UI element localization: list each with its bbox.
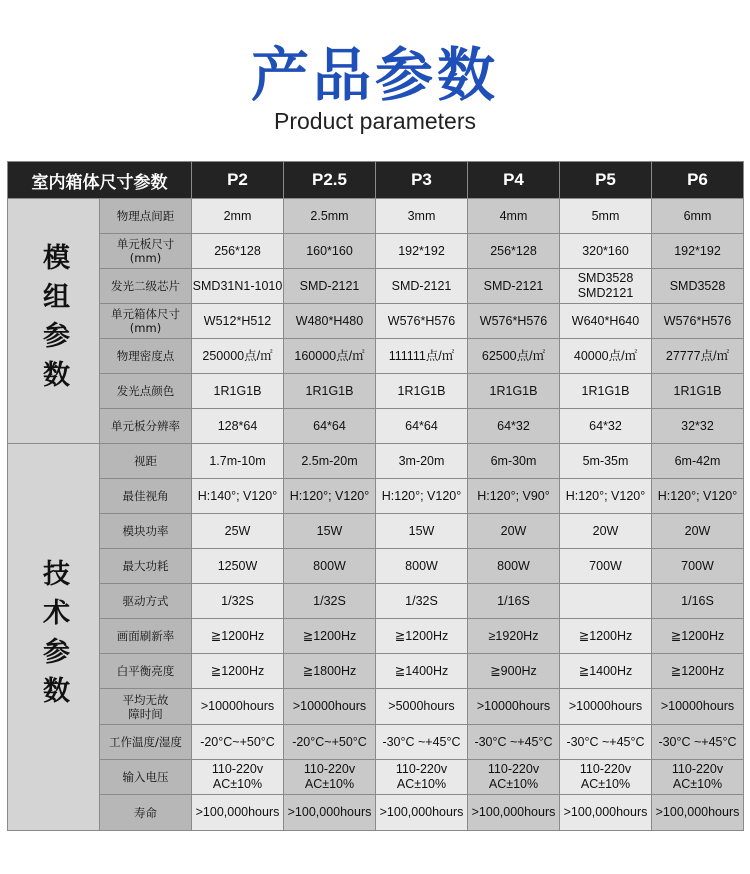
table-cell: 1/32S <box>376 584 468 619</box>
table-cell: ≧1200Hz <box>192 654 284 689</box>
table-cell: 64*32 <box>468 409 560 444</box>
table-cell: W576*H576 <box>376 304 468 339</box>
table-cell: 800W <box>284 549 376 584</box>
row-label: 视距 <box>100 444 192 479</box>
table-cell: >100,000hours <box>284 795 376 831</box>
table-cell: SMD31N1-1010 <box>192 269 284 304</box>
table-cell: >10000hours <box>192 689 284 725</box>
table-cell: 700W <box>560 549 652 584</box>
table-cell: 2mm <box>192 199 284 234</box>
table-cell: >100,000hours <box>376 795 468 831</box>
table-cell: >10000hours <box>284 689 376 725</box>
table-cell: H:120°; V120° <box>652 479 744 514</box>
table-cell: 1/16S <box>652 584 744 619</box>
table-cell: ≧1400Hz <box>560 654 652 689</box>
table-cell: 5mm <box>560 199 652 234</box>
table-cell: -20°C~+50°C <box>192 725 284 760</box>
table-cell: 15W <box>284 514 376 549</box>
table-cell: W512*H512 <box>192 304 284 339</box>
table-cell: 1R1G1B <box>560 374 652 409</box>
table-cell: W640*H640 <box>560 304 652 339</box>
table-cell: 1R1G1B <box>284 374 376 409</box>
table-row <box>8 619 744 654</box>
table-cell: 110-220v AC±10% <box>468 760 560 795</box>
table-cell: W576*H576 <box>652 304 744 339</box>
table-cell: >100,000hours <box>560 795 652 831</box>
table-row <box>8 199 744 234</box>
spec-table <box>7 161 744 831</box>
table-cell: ≧1200Hz <box>560 619 652 654</box>
table-cell: 6m-42m <box>652 444 744 479</box>
table-cell: 2.5mm <box>284 199 376 234</box>
table-cell: 111111点/㎡ <box>376 339 468 374</box>
table-row <box>8 479 744 514</box>
table-row <box>8 514 744 549</box>
table-cell: 64*32 <box>560 409 652 444</box>
table-row <box>8 339 744 374</box>
row-label: 发光点颜色 <box>100 374 192 409</box>
table-cell: >10000hours <box>468 689 560 725</box>
table-cell: >5000hours <box>376 689 468 725</box>
page-header <box>0 0 750 150</box>
table-cell: 1.7m-10m <box>192 444 284 479</box>
table-cell: >10000hours <box>652 689 744 725</box>
table-cell: 700W <box>652 549 744 584</box>
row-label: 单元板尺寸 (mm) <box>100 234 192 269</box>
table-cell: 2.5m-20m <box>284 444 376 479</box>
table-cell: H:120°; V90° <box>468 479 560 514</box>
column-header: P4 <box>468 162 560 199</box>
table-cell: 62500点/㎡ <box>468 339 560 374</box>
table-cell: 1R1G1B <box>192 374 284 409</box>
table-cell: 800W <box>468 549 560 584</box>
row-label: 单元箱体尺寸 (mm) <box>100 304 192 339</box>
table-cell: ≧900Hz <box>468 654 560 689</box>
row-label: 最大功耗 <box>100 549 192 584</box>
column-header: P6 <box>652 162 744 199</box>
table-cell: 250000点/㎡ <box>192 339 284 374</box>
row-label: 单元板分辨率 <box>100 409 192 444</box>
table-cell: 5m-35m <box>560 444 652 479</box>
table-row <box>8 234 744 269</box>
table-cell: W480*H480 <box>284 304 376 339</box>
table-row <box>8 409 744 444</box>
table-row <box>8 584 744 619</box>
table-cell: 110-220v AC±10% <box>284 760 376 795</box>
table-row <box>8 549 744 584</box>
group-label <box>8 199 100 444</box>
row-label: 最佳视角 <box>100 479 192 514</box>
table-cell: SMD3528 SMD2121 <box>560 269 652 304</box>
table-cell: 128*64 <box>192 409 284 444</box>
table-cell: 160000点/㎡ <box>284 339 376 374</box>
table-cell: >100,000hours <box>652 795 744 831</box>
table-cell: 25W <box>192 514 284 549</box>
table-cell: H:120°; V120° <box>560 479 652 514</box>
table-cell: ≧1200Hz <box>376 619 468 654</box>
table-cell: 256*128 <box>468 234 560 269</box>
table-row <box>8 269 744 304</box>
table-cell: 110-220v AC±10% <box>376 760 468 795</box>
table-cell: 27777点/㎡ <box>652 339 744 374</box>
table-row <box>8 304 744 339</box>
row-label: 输入电压 <box>100 760 192 795</box>
table-cell: 32*32 <box>652 409 744 444</box>
row-label: 物理密度点 <box>100 339 192 374</box>
table-cell: 256*128 <box>192 234 284 269</box>
row-label: 物理点间距 <box>100 199 192 234</box>
table-cell: ≧1200Hz <box>652 654 744 689</box>
table-cell: 6mm <box>652 199 744 234</box>
row-label: 画面刷新率 <box>100 619 192 654</box>
table-row <box>8 760 744 795</box>
table-cell: SMD-2121 <box>284 269 376 304</box>
column-header: P2 <box>192 162 284 199</box>
table-cell: 64*64 <box>376 409 468 444</box>
table-cell: -30°C ~+45°C <box>468 725 560 760</box>
table-cell: 64*64 <box>284 409 376 444</box>
table-cell: 40000点/㎡ <box>560 339 652 374</box>
table-cell: -30°C ~+45°C <box>560 725 652 760</box>
table-row <box>8 444 744 479</box>
table-cell: 110-220v AC±10% <box>560 760 652 795</box>
table-cell: 3m-20m <box>376 444 468 479</box>
table-cell: W576*H576 <box>468 304 560 339</box>
table-row <box>8 654 744 689</box>
table-cell: -30°C ~+45°C <box>376 725 468 760</box>
table-header-row <box>8 162 744 199</box>
table-cell: SMD-2121 <box>468 269 560 304</box>
table-cell: 20W <box>652 514 744 549</box>
table-cell: 800W <box>376 549 468 584</box>
table-cell: 20W <box>560 514 652 549</box>
table-cell: 6m-30m <box>468 444 560 479</box>
table-cell: 160*160 <box>284 234 376 269</box>
table-cell: ≧1200Hz <box>284 619 376 654</box>
table-cell: 1/32S <box>192 584 284 619</box>
table-row <box>8 374 744 409</box>
table-body <box>8 199 744 831</box>
table-cell: 4mm <box>468 199 560 234</box>
table-cell: 1/16S <box>468 584 560 619</box>
table-cell: ≧1800Hz <box>284 654 376 689</box>
table-cell: 320*160 <box>560 234 652 269</box>
group-label-text: 模组参数 <box>38 243 69 399</box>
table-cell: SMD-2121 <box>376 269 468 304</box>
row-label: 模块功率 <box>100 514 192 549</box>
row-label: 驱动方式 <box>100 584 192 619</box>
group-label-text: 技术参数 <box>38 559 69 715</box>
row-label: 寿命 <box>100 795 192 831</box>
table-cell: H:140°; V120° <box>192 479 284 514</box>
table-cell <box>560 584 652 619</box>
page-title: 产品参数 <box>250 41 499 109</box>
table-cell: ≥1920Hz <box>468 619 560 654</box>
group-label <box>8 444 100 831</box>
table-cell: 192*192 <box>652 234 744 269</box>
column-header: P3 <box>376 162 468 199</box>
column-header: P2.5 <box>284 162 376 199</box>
table-cell: 110-220v AC±10% <box>652 760 744 795</box>
table-row <box>8 689 744 725</box>
corner-header: 室内箱体尺寸参数 <box>8 162 192 199</box>
row-label: 工作温度/湿度 <box>100 725 192 760</box>
table-cell: 1R1G1B <box>468 374 560 409</box>
table-cell: >100,000hours <box>192 795 284 831</box>
table-cell: ≧1400Hz <box>376 654 468 689</box>
table-cell: 1/32S <box>284 584 376 619</box>
row-label: 平均无故 障时间 <box>100 689 192 725</box>
table-cell: ≧1200Hz <box>192 619 284 654</box>
table-cell: H:120°; V120° <box>376 479 468 514</box>
table-cell: SMD3528 <box>652 269 744 304</box>
table-cell: >10000hours <box>560 689 652 725</box>
table-cell: H:120°; V120° <box>284 479 376 514</box>
table-cell: -30°C ~+45°C <box>652 725 744 760</box>
row-label: 白平衡亮度 <box>100 654 192 689</box>
table-cell: ≧1200Hz <box>652 619 744 654</box>
table-row <box>8 725 744 760</box>
table-cell: 3mm <box>376 199 468 234</box>
table-cell: 1250W <box>192 549 284 584</box>
table-cell: 1R1G1B <box>652 374 744 409</box>
table-cell: 192*192 <box>376 234 468 269</box>
table-cell: 20W <box>468 514 560 549</box>
table-row <box>8 795 744 831</box>
page-subtitle: Product parameters <box>274 108 476 134</box>
row-label: 发光二级芯片 <box>100 269 192 304</box>
column-header: P5 <box>560 162 652 199</box>
table-cell: 1R1G1B <box>376 374 468 409</box>
table-cell: >100,000hours <box>468 795 560 831</box>
table-cell: 110-220v AC±10% <box>192 760 284 795</box>
table-cell: -20°C~+50°C <box>284 725 376 760</box>
table-cell: 15W <box>376 514 468 549</box>
